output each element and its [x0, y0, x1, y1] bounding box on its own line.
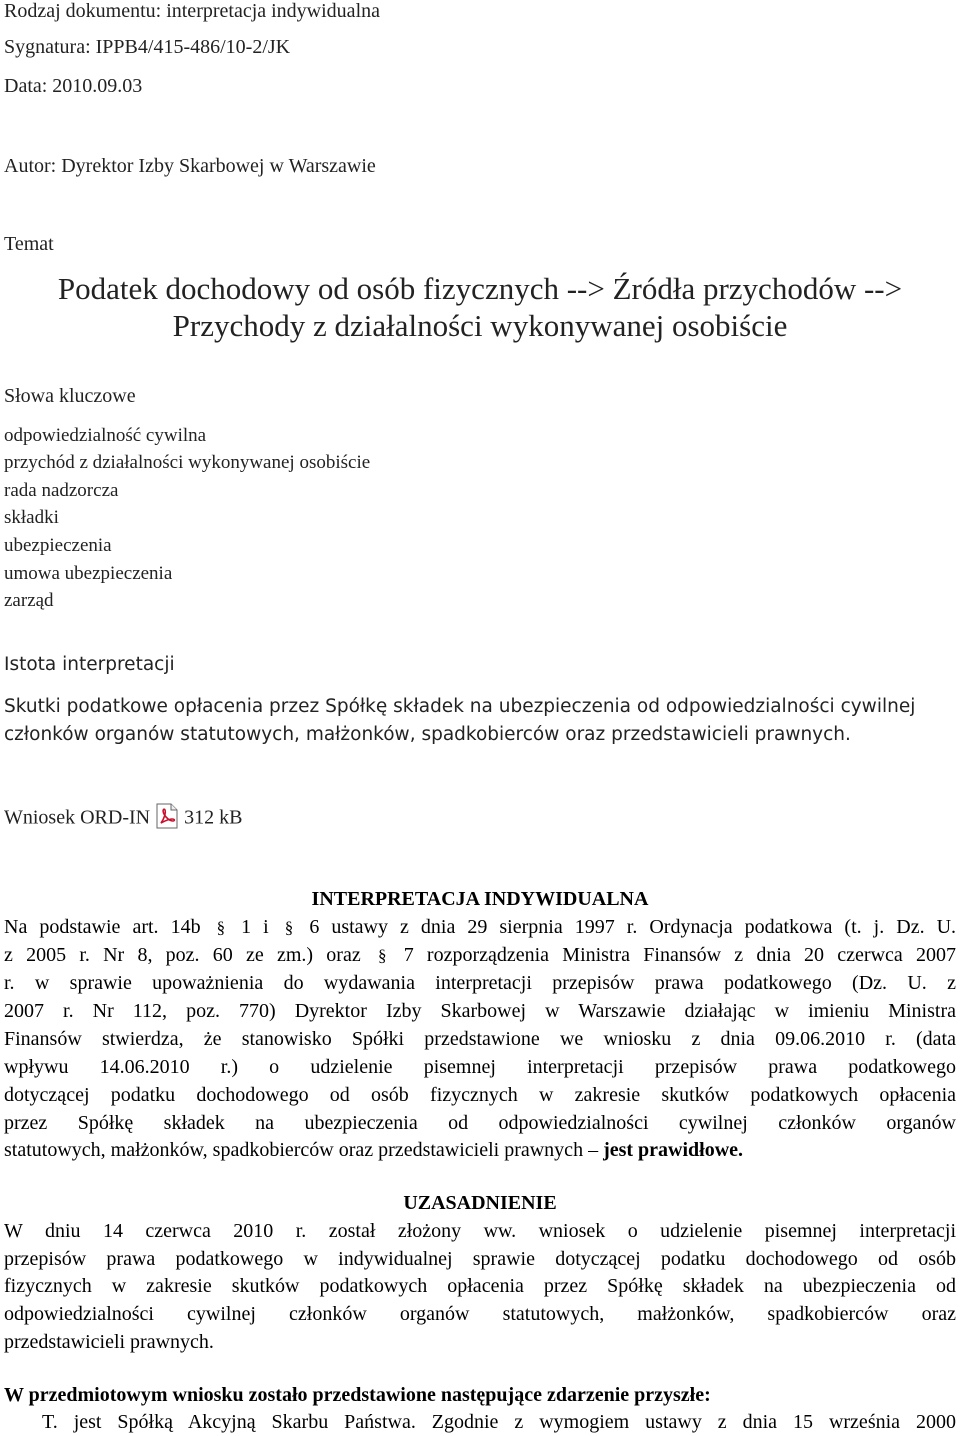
essence-line: Skutki podatkowe opłacenia przez Spółkę składek na ubezpieczenia od odpowiedzialności cywilnej — [4, 696, 916, 717]
keyword-item: składki — [4, 507, 59, 528]
topic-title-line1: Podatek dochodowy od osób fizycznych --> Źródła przychodów --> — [57, 271, 903, 306]
interpretation-heading: INTERPRETACJA INDYWIDUALNA — [311, 888, 649, 910]
doc-type: Rodzaj dokumentu: interpretacja indywidualna — [4, 0, 380, 22]
text-fragment: Na podstawie art. 14b — [4, 916, 201, 938]
interpretation-line: wpływu 14.06.2010 r.) o udzielenie pisemnej interpretacji przepisów prawa podatkowego — [4, 1056, 956, 1078]
interpretation-line: Finansów stwierdza, że stanowisko Spółki przedstawione we wniosku z dnia 09.06.2010 r. (data — [4, 1028, 956, 1050]
future-event-heading: W przedmiotowym wniosku zostało przedstawione następujące zdarzenie przyszłe: — [4, 1384, 711, 1406]
topic-label: Temat — [4, 233, 54, 255]
justification-line: przepisów prawa podatkowego w indywidualnej sprawie dotyczącej podatku dochodowego od osób — [4, 1248, 956, 1270]
interpretation-line — [4, 1139, 743, 1162]
interpretation-line: 2007 r. Nr 112, poz. 770) Dyrektor Izby Skarbowej w Warszawie działając w imieniu Ministra — [4, 1000, 956, 1022]
keyword-item: zarząd — [4, 590, 54, 611]
verdict: jest prawidłowe. — [603, 1139, 744, 1161]
keyword-item: umowa ubezpieczenia — [4, 563, 173, 584]
keyword-item: przychód z działalności wykonywanej osobiście — [4, 452, 371, 473]
attachment-link[interactable] — [4, 806, 242, 832]
keyword-item: rada nadzorcza — [4, 480, 119, 501]
keyword-item: ubezpieczenia — [4, 535, 112, 556]
doc-date: Data: 2010.09.03 — [4, 75, 143, 97]
justification-heading: UZASADNIENIE — [403, 1192, 557, 1214]
justification-line: przedstawicieli prawnych. — [4, 1331, 214, 1353]
doc-author: Autor: Dyrektor Izby Skarbowej w Warszawie — [4, 155, 376, 177]
text-fragment: z 2005 r. Nr 8, poz. 60 ze zm.) oraz — [4, 944, 361, 966]
section-mark: § — [284, 918, 294, 937]
essence-line: członków organów statutowych, małżonków, spadkobierców oraz przedstawicieli prawnych. — [4, 724, 851, 745]
interpretation-line — [4, 916, 956, 939]
interpretation-line — [4, 944, 956, 967]
justification-line: W dniu 14 czerwca 2010 r. został złożony ww. wniosek o udzielenie pisemnej interpretacji — [4, 1220, 956, 1242]
topic-title-line2: Przychody z działalności wykonywanej osobiście — [172, 308, 788, 343]
text-fragment: statutowych, małżonków, spadkobierców oraz przedstawicieli prawnych – — [4, 1139, 599, 1161]
justification-line: odpowiedzialności cywilnej członków organów statutowych, małżonków, spadkobierców oraz — [4, 1303, 956, 1325]
interpretation-line: r. w sprawie upoważnienia do wydawania interpretacji przepisów prawa podatkowego (Dz. U. z — [4, 972, 956, 994]
attachment-label[interactable]: Wniosek ORD-IN — [4, 806, 151, 829]
doc-signature: Sygnatura: IPPB4/415-486/10-2/JK — [4, 36, 291, 58]
text-fragment: 7 rozporządzenia Ministra Finansów z dnia 20 czerwca 2007 — [403, 944, 956, 966]
section-mark: § — [216, 918, 226, 937]
text-fragment: 1 i — [241, 916, 269, 938]
interpretation-line: dotyczącej podatku dochodowego od osób fizycznych w zakresie skutków podatkowych opłacenia — [4, 1084, 956, 1106]
essence-label: Istota interpretacji — [4, 654, 175, 675]
justification-line: fizycznych w zakresie skutków podatkowych opłacenia przez Spółkę składek na ubezpieczenia od — [4, 1275, 956, 1297]
keywords-label: Słowa kluczowe — [4, 385, 136, 407]
section-mark: § — [377, 946, 387, 965]
attachment-size: 312 kB — [184, 806, 243, 829]
text-fragment: 6 ustawy z dnia 29 sierpnia 1997 r. Ordynacja podatkowa (t. j. Dz. U. — [309, 916, 957, 938]
future-event-line: T. jest Spółką Akcyjną Skarbu Państwa. Zgodnie z wymogiem ustawy z dnia 15 września 2000 — [42, 1411, 956, 1433]
keyword-item: odpowiedzialność cywilna — [4, 425, 207, 446]
interpretation-line: przez Spółkę składek na ubezpieczenia od odpowiedzialności cywilnej członków organów — [4, 1112, 956, 1134]
pdf-icon[interactable] — [156, 803, 178, 829]
